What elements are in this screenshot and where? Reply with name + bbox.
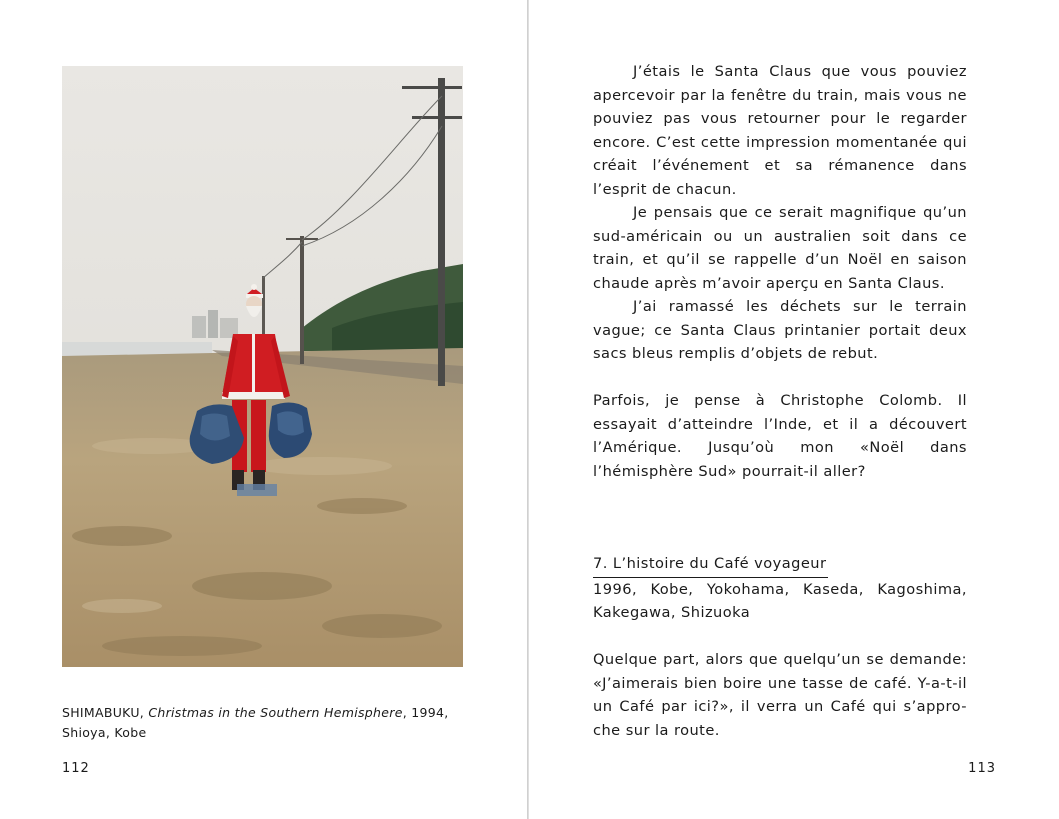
paragraph: J’ai ramassé les déchets sur le terrain vague; ce Santa Claus printanier portait deux sacs bleus remplis d’objets de rebut.: [593, 298, 967, 362]
section-block: [593, 552, 967, 742]
section-heading: 7. L’histoire du Café voyageur: [593, 552, 828, 578]
section-meta: 1996, Kobe, Yokohama, Kaseda, Kagoshima, Kakegawa, Shizuoka: [593, 580, 967, 621]
santa-photo-illustration: [62, 66, 463, 667]
caption-artist: SHIMABUKU,: [62, 705, 149, 720]
paragraph: Quelque part, alors que quelqu’un se demande: «J’aimerais bien boire une tasse de café. Y-a-t-il un Café par ici?», il verra un Café qui s’appro-che sur la route.: [593, 651, 967, 739]
left-page: [0, 0, 528, 819]
caption-details: , 1994,: [402, 705, 449, 720]
right-page: [529, 0, 1059, 819]
paragraph: J’étais le Santa Claus que vous pouviez apercevoir par la fenêtre du train, mais vous ne pouviez pas vous retourner pour le regarder encore. C’est cette impression momentanée qui créait l’événement et sa rémanence dans l’esprit de chacun.: [593, 63, 967, 198]
caption-location: Shioya, Kobe: [62, 725, 147, 740]
paragraph: Je pensais que ce serait magnifique qu’un sud-américain ou un australien soit dans ce train, et qu’il se rappelle d’un Noël en saison chaude après m’avoir aperçu en Santa Claus.: [593, 204, 967, 292]
paragraph: Parfois, je pense à Christophe Colomb. Il essayait d’atteindre l’Inde, et il a découvert l’Amérique. Jusqu’où mon «Noël dans l’hémisphère Sud» pourrait-il aller?: [593, 392, 967, 480]
body-text: [593, 60, 967, 483]
caption-title: Christmas in the Southern Hemisphere: [148, 705, 403, 720]
page-number-right: 113: [968, 761, 996, 776]
santa-photo: [62, 66, 463, 667]
page-number-left: 112: [62, 761, 90, 776]
photo-caption: [62, 703, 482, 743]
